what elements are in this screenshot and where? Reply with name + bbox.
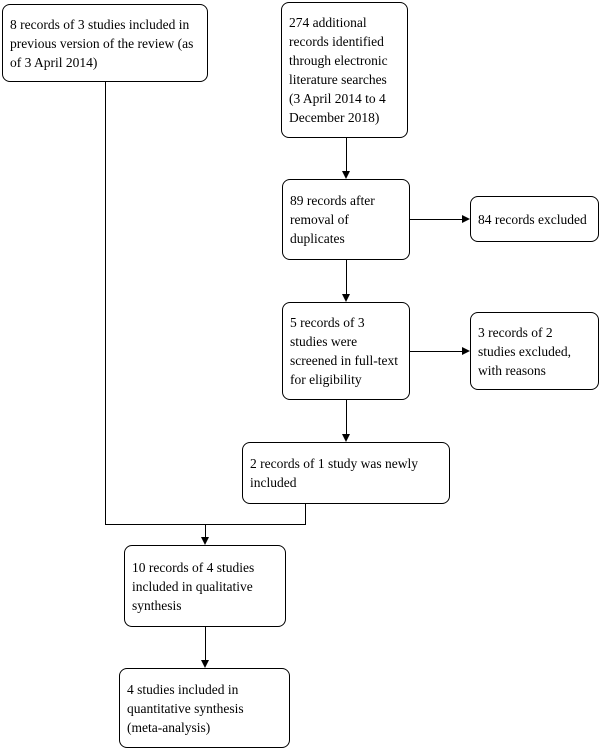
box-text-line: 2 records of 1 study was newly [250, 456, 418, 471]
box-records-excluded [470, 196, 599, 242]
box-text-line: 4 studies included in [127, 681, 239, 697]
arrowhead-right-icon [462, 347, 470, 355]
box-text-line: (meta-analysis) [127, 719, 211, 735]
arrowhead-down-icon [342, 294, 350, 302]
box-additional-records [281, 2, 408, 138]
box-text-line: through electronic [289, 53, 388, 68]
box-newly-included [242, 442, 450, 504]
box-text-line: literature searches [289, 72, 387, 87]
connector-previous-version-down [105, 81, 106, 525]
box-text-line: with reasons [478, 362, 546, 378]
box-text-line: (3 April 2014 to 4 [289, 91, 386, 106]
box-text-line: December 2018) [289, 110, 380, 125]
box-text-line: records identified [289, 34, 384, 49]
box-text-line: 3 records of 2 [478, 324, 553, 340]
connector-duplicates-to-excluded [410, 219, 462, 220]
connector-join-to-qualitative [205, 524, 206, 537]
box-quantitative-synthesis [119, 668, 290, 748]
box-text-line: previous version of the review (as [10, 35, 194, 51]
box-text-line: studies were [290, 334, 358, 349]
box-text-line: included in qualitative [132, 578, 253, 594]
box-text-line: 5 records of 3 [290, 315, 365, 330]
box-text-line: of 3 April 2014) [10, 54, 98, 70]
arrowhead-down-icon [342, 171, 350, 179]
box-fulltext-excluded [470, 312, 599, 390]
box-text-line: quantitative synthesis [127, 700, 244, 716]
connector-screened-to-excluded [410, 351, 462, 352]
box-text-line: 10 records of 4 studies [132, 559, 255, 575]
connector-newly-included-down [305, 503, 306, 525]
box-qualitative-synthesis [124, 545, 286, 627]
box-text-line: 84 records excluded [478, 211, 587, 227]
connector-duplicates-to-screened [346, 260, 347, 294]
box-text-line: included [250, 475, 297, 490]
box-fulltext-screened [282, 302, 410, 400]
box-after-duplicates [282, 179, 410, 260]
box-text-line: for eligibility [290, 372, 362, 387]
arrowhead-down-icon [201, 537, 209, 545]
box-text-line: 89 records after [290, 193, 375, 208]
arrowhead-down-icon [342, 434, 350, 442]
box-text-line: screened in full-text [290, 353, 398, 368]
box-text-line: 274 additional [289, 15, 367, 30]
connector-qualitative-to-quantitative [205, 627, 206, 660]
box-previous-version [2, 4, 208, 82]
connector-screened-to-newly-included [346, 400, 347, 434]
box-text-line: removal of [290, 212, 349, 227]
box-text-line: 8 records of 3 studies included in [10, 16, 190, 32]
connector-additional-to-duplicates [346, 138, 347, 171]
box-text-line: studies excluded, [478, 343, 571, 359]
box-text-line: synthesis [132, 597, 182, 613]
arrowhead-right-icon [462, 215, 470, 223]
box-text-line: duplicates [290, 231, 345, 246]
arrowhead-down-icon [201, 660, 209, 668]
